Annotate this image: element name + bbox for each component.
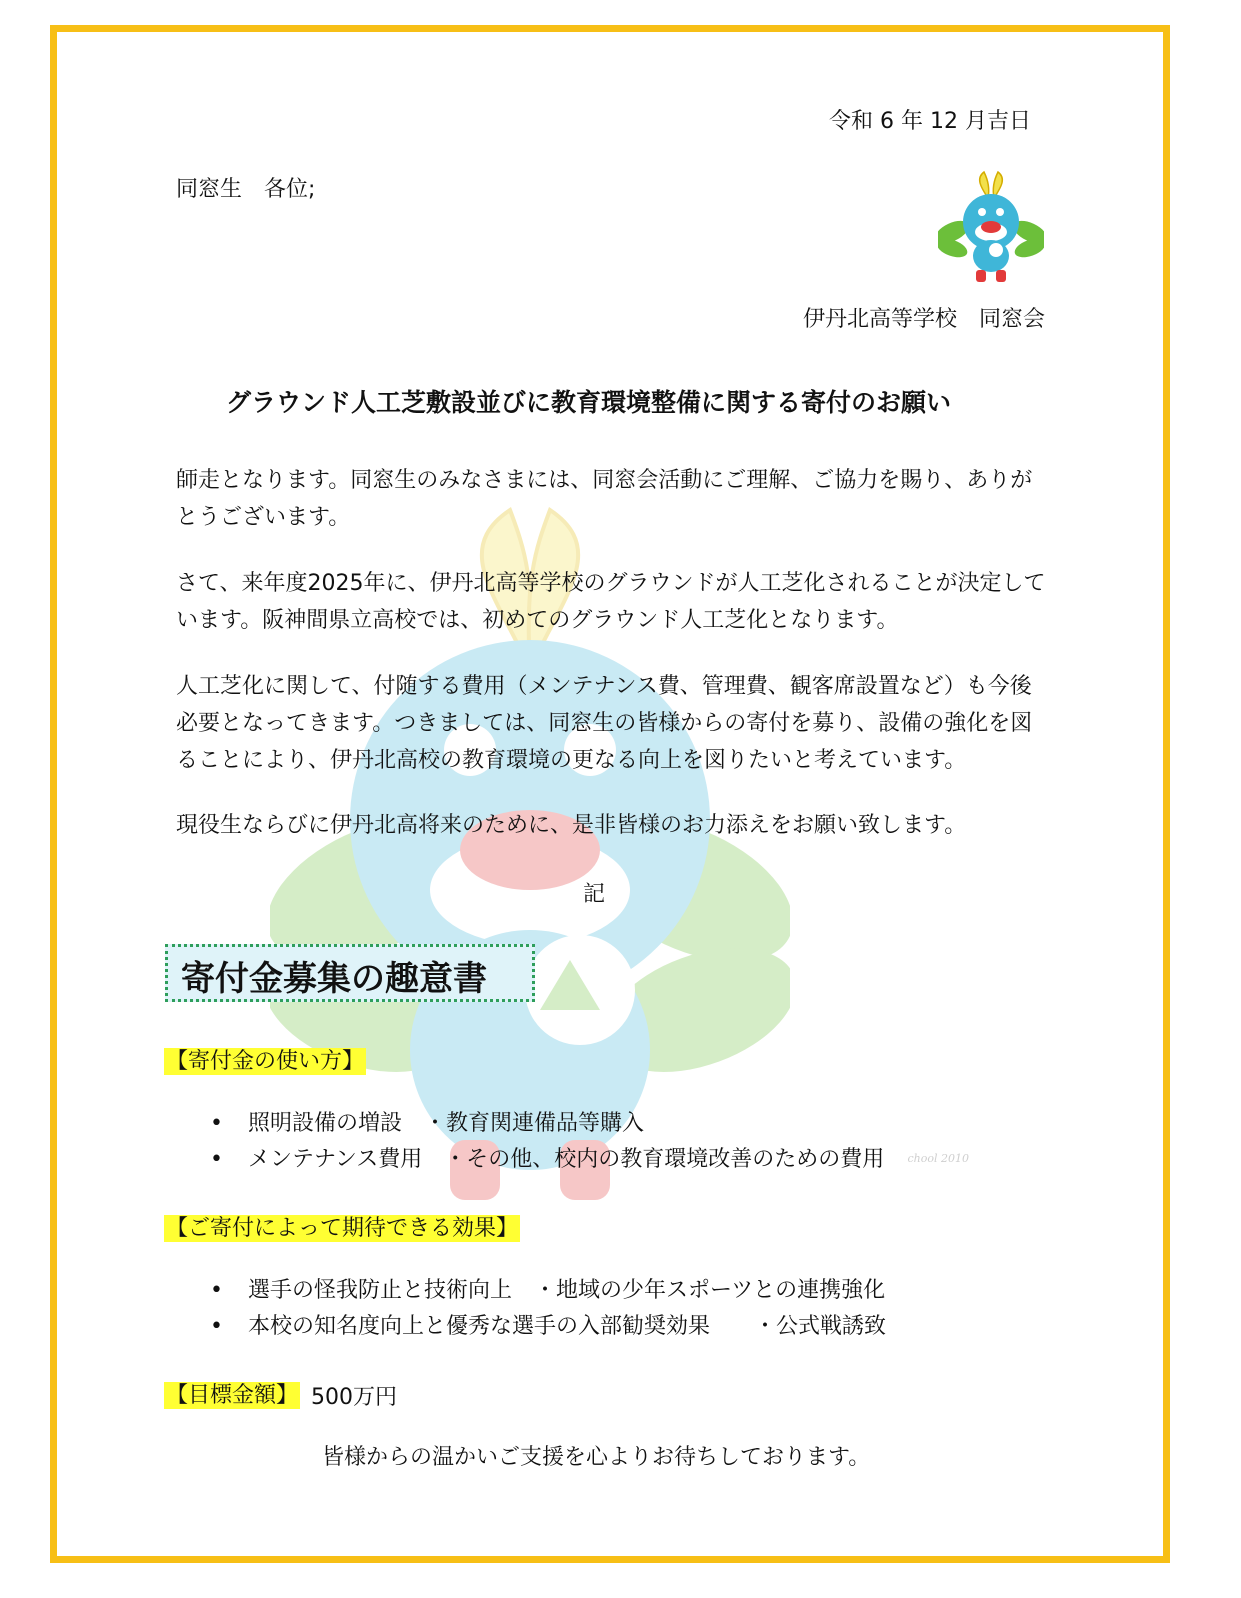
list-item: • 選手の怪我防止と技術向上 ・地域の少年スポーツとの連携強化 [210,1273,886,1309]
target-label: 【目標金額】 [166,1383,299,1408]
list-item: • 本校の知名度向上と優秀な選手の入部勧奨効果 ・公式戦誘致 [210,1309,886,1345]
paragraph-greeting: 師走となります。同窓生のみなさまには、同窓会活動にご理解、ご協力を賜り、ありがとうございます。 [176,468,1033,530]
list-item: • メンテナンス費用 ・その他、校内の教育環境改善のための費用 [210,1142,884,1178]
paragraph-request: 人工芝化に関して、付随する費用（メンテナンス費、管理費、観客席設置など）も今後必要となってきます。つきましては、同窓生の皆様からの寄付を募り、設備の強化を図ることにより、伊丹北高校の教育環境の更なる向上を図りたいと考えています。 [176,674,1033,773]
effects-label: 【ご寄付によって期待できる効果】 [166,1216,519,1241]
paragraph-appeal: 現役生ならびに伊丹北高将来のために、是非皆様のお力添えをお願い致します。 [176,813,967,838]
section-heading: 寄付金募集の趣意書 [181,959,487,999]
sender-organization: 伊丹北高等学校 同窓会 [802,307,1045,332]
watermark-text: chool 2010 [907,1152,969,1165]
mascot-small-icon [938,170,1044,288]
usage-label: 【寄付金の使い方】 [166,1049,365,1074]
paragraph-announcement: さて、来年度2025年に、伊丹北高等学校のグラウンドが人工芝化されることが決定しています。阪神間県立高校では、初めてのグラウンド人工芝化となります。 [176,571,1046,633]
addressee: 同窓生 各位; [176,177,316,202]
target-amount: 500万円 [311,1385,397,1410]
letter-title: グラウンド人工芝敷設並びに教育環境整備に関する寄付のお願い [226,388,952,417]
list-item: • 照明設備の増設 ・教育関連備品等購入 [210,1106,884,1142]
effects-list [210,1273,886,1345]
usage-list [210,1106,884,1178]
letter-date: 令和 6 年 12 月吉日 [829,109,1031,134]
ki-marker: 記 [583,882,606,907]
closing-message: 皆様からの温かいご支援を心よりお待ちしております。 [322,1445,871,1470]
